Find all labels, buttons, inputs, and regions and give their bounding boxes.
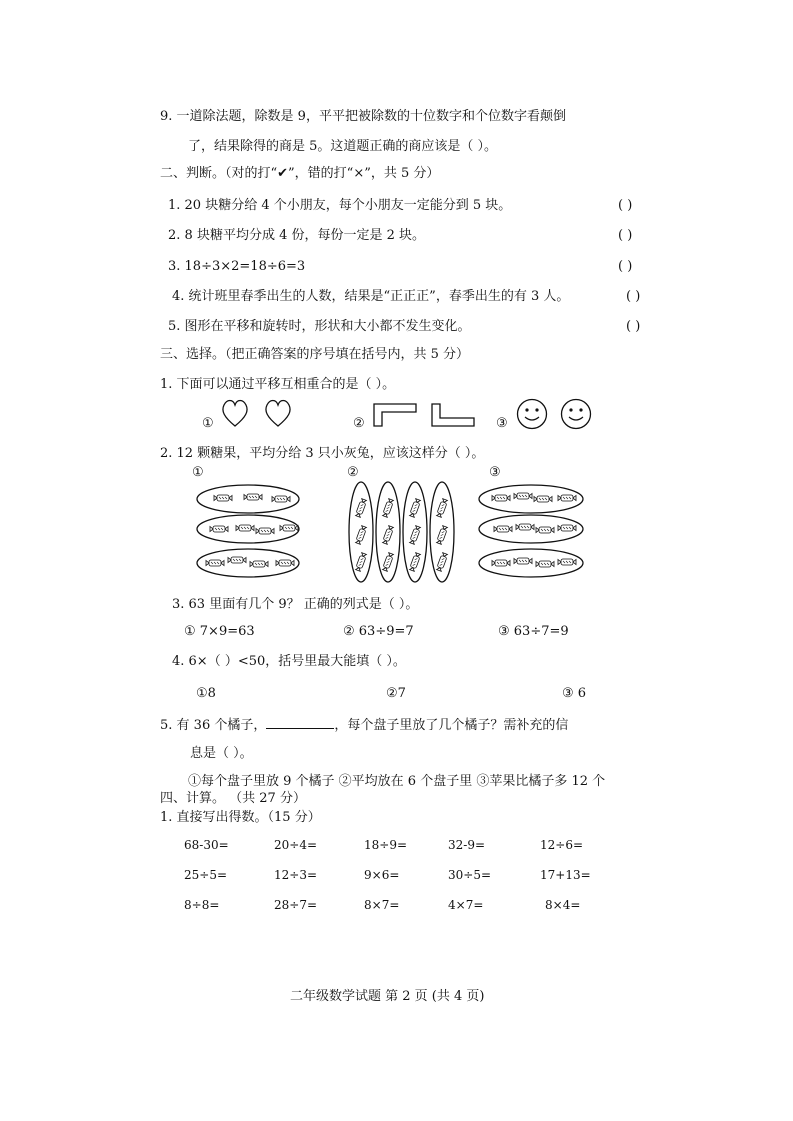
choice-q2-opt2-label: ② — [347, 465, 359, 480]
choice-q4-option-3: ③ 6 — [562, 686, 587, 701]
choice-q3-option-1: ① 7×9=63 — [184, 624, 255, 639]
judge-item-1: 1. 20 块糖分给 4 个小朋友，每个小朋友一定能分到 5 块。 — [168, 198, 512, 213]
choice-q4-option-2: ②7 — [386, 686, 406, 701]
calc-item: 25÷5= — [184, 868, 228, 882]
judge-item-5: 5. 图形在平移和旋转时，形状和大小都不发生变化。 — [168, 319, 471, 334]
page-footer: 二年级数学试题 第 2 页 (共 4 页) — [290, 989, 485, 1004]
choice-q3-option-3: ③ 63÷7=9 — [498, 624, 569, 639]
choice-q5-options: ①每个盘子里放 9 个橘子 ②平均放在 6 个盘子里 ③苹果比橘子多 12 个 — [188, 774, 606, 789]
judge-paren-4[interactable]: ( ) — [626, 289, 641, 304]
section3-title: 三、选择。（把正确答案的序号填在括号内，共 5 分） — [160, 347, 470, 362]
judge-item-3: 3. 18÷3×2=18÷6=3 — [168, 259, 306, 274]
q9-line2: 了，结果除得的商是 5。这道题正确的商应该是（ ）。 — [188, 139, 498, 154]
judge-paren-5[interactable]: ( ) — [626, 319, 641, 334]
heart-shapes — [220, 398, 296, 428]
judge-paren-3[interactable]: ( ) — [618, 259, 633, 274]
candy-group-option-3 — [479, 485, 583, 577]
calc-item: 8÷8= — [184, 898, 220, 912]
choice-q5-blank[interactable] — [266, 716, 334, 729]
calc-item: 12÷6= — [540, 838, 584, 852]
choice-q1-opt2-label: ② — [353, 416, 365, 431]
section4-title: 四、计算。 （共 27 分） — [160, 791, 306, 806]
choice-q1-opt1-label: ① — [202, 416, 214, 431]
judge-item-4: 4. 统计班里春季出生的人数，结果是“正正正”，春季出生的有 3 人。 — [172, 289, 570, 304]
calc-item: 17+13= — [540, 868, 591, 882]
calc-item: 4×7= — [448, 898, 484, 912]
calc-item: 32-9= — [448, 838, 486, 852]
choice-q4: 4. 6×（ ）<50，括号里最大能填（ ）。 — [172, 654, 406, 669]
calc-item: 18÷9= — [364, 838, 408, 852]
smiley-icon — [562, 400, 591, 429]
choice-q5-text-b: ，每个盘子里放了几个橘子？需补充的信 — [334, 718, 569, 733]
l-shape-icon — [374, 404, 416, 426]
l-shapes — [372, 402, 478, 428]
choice-q5-line2: 息是（ ）。 — [190, 746, 253, 761]
choice-q1-opt3-label: ③ — [496, 416, 508, 431]
choice-q2: 2. 12 颗糖果，平均分给 3 只小灰兔，应该这样分（ ）。 — [160, 446, 485, 461]
heart-icon — [223, 401, 247, 427]
judge-paren-2[interactable]: ( ) — [618, 228, 633, 243]
judge-paren-1[interactable]: ( ) — [618, 198, 633, 213]
l-shape-icon — [432, 404, 474, 426]
calc-item: 9×6= — [364, 868, 400, 882]
candy-groups-figure — [195, 480, 615, 584]
choice-q2-opt1-label: ① — [192, 465, 204, 480]
choice-q3-option-2: ② 63÷9=7 — [343, 624, 414, 639]
heart-icon — [266, 401, 290, 427]
choice-q5-text-a: 5. 有 36 个橘子， — [160, 718, 267, 733]
choice-q2-opt3-label: ③ — [489, 465, 501, 480]
choice-q4-option-1: ①8 — [196, 686, 216, 701]
section4-sub1: 1. 直接写出得数。（15 分） — [160, 810, 321, 825]
section2-title: 二、判断。（对的打“✔”，错的打“×”，共 5 分） — [160, 166, 440, 181]
calc-item: 30÷5= — [448, 868, 492, 882]
candy-group-option-1 — [197, 485, 299, 577]
calc-item: 8×4= — [545, 898, 581, 912]
choice-q3: 3. 63 里面有几个 9？ 正确的列式是（ ）。 — [172, 597, 419, 612]
calc-item: 8×7= — [364, 898, 400, 912]
smiley-shapes — [515, 398, 595, 430]
smiley-icon — [518, 400, 547, 429]
candy-group-option-2 — [349, 482, 454, 582]
calc-item: 12÷3= — [274, 868, 318, 882]
judge-item-2: 2. 8 块糖平均分成 4 份，每份一定是 2 块。 — [168, 228, 426, 243]
choice-q5-line1 — [160, 716, 568, 734]
choice-q1: 1. 下面可以通过平移互相重合的是（ ）。 — [160, 377, 396, 392]
q9-line1: 9. 一道除法题，除数是 9，平平把被除数的十位数字和个位数字看颠倒 — [160, 109, 566, 124]
calc-item: 20÷4= — [274, 838, 318, 852]
calc-item: 28÷7= — [274, 898, 318, 912]
calc-item: 68-30= — [184, 838, 229, 852]
